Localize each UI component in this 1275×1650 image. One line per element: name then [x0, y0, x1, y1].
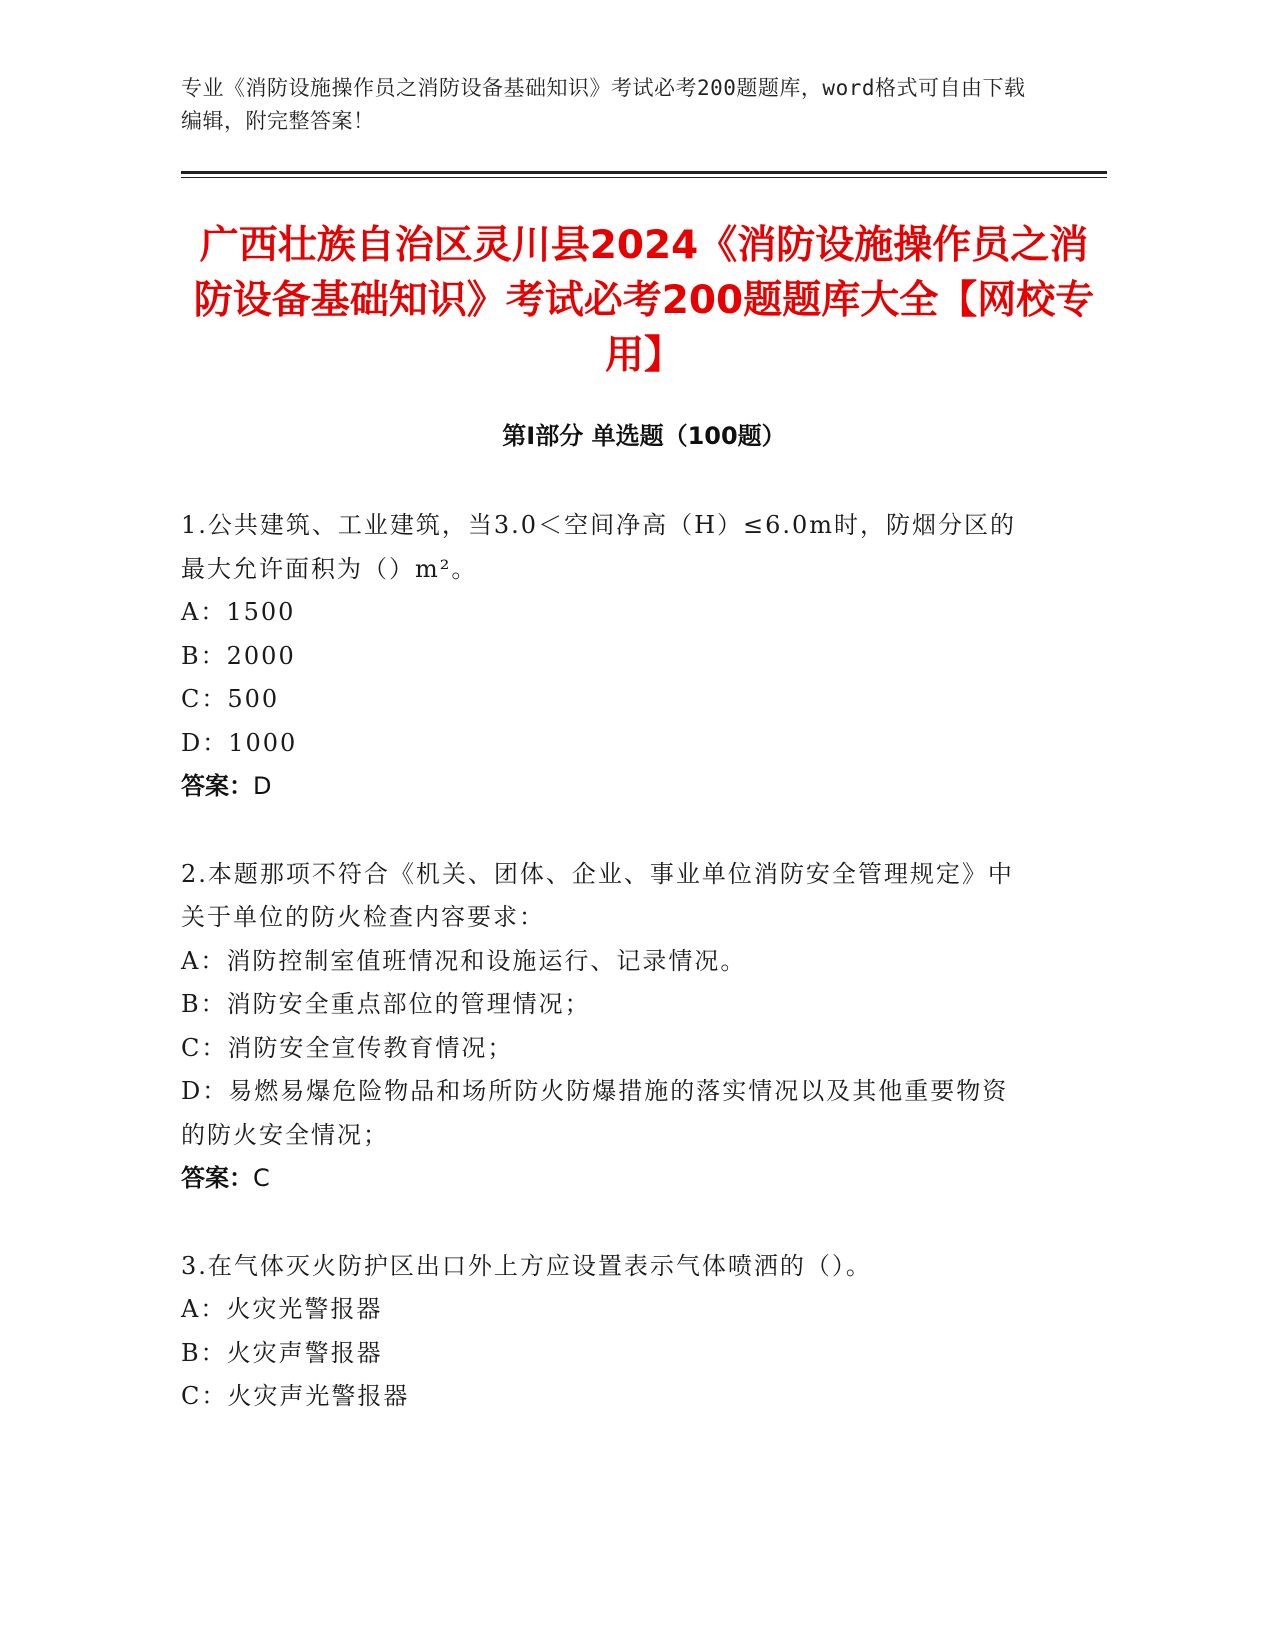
section-title: 第Ⅰ部分 单选题（100题）: [502, 422, 786, 450]
header-divider-thick: [181, 171, 1107, 174]
question-text: 2.本题那项不符合《机关、团体、企业、事业单位消防安全管理规定》中关于单位的防火检查内容要求：: [181, 859, 1014, 931]
answer-label: 答案：: [181, 772, 253, 800]
option-d: D：易燃易爆危险物品和场所防火防爆措施的落实情况以及其他重要物资的防火安全情况；: [181, 1077, 1009, 1149]
question-1: [181, 504, 1031, 809]
document-title: 广西壮族自治区灵川县2024《消防设施操作员之消防设备基础知识》考试必考200题题库大全【网校专用】: [193, 223, 1095, 378]
option-b: B：2000: [181, 641, 296, 670]
answer-label: 答案：: [181, 1164, 253, 1192]
option-d: D：1000: [181, 728, 298, 757]
question-text: 1.公共建筑、工业建筑，当3.0＜空间净高（H）≤6.0m时，防烟分区的最大允许面积为（）m²。: [181, 511, 1017, 583]
option-c: C：500: [181, 685, 280, 713]
header-note: 专业《消防设施操作员之消防设备基础知识》考试必考200题题库，word格式可自由下载编辑，附完整答案！: [181, 76, 1026, 133]
question-list: [181, 504, 1031, 1463]
option-a: A：消防控制室值班情况和设施运行、记录情况。: [181, 946, 747, 975]
option-c: C：消防安全宣传教育情况；: [181, 1033, 514, 1062]
option-a: A：火灾光警报器: [181, 1295, 383, 1323]
header-divider-thin: [181, 177, 1107, 178]
answer-line: [181, 1157, 1031, 1201]
option-b: B：火灾声警报器: [181, 1338, 383, 1367]
question-2: [181, 853, 1031, 1201]
question-3: [181, 1245, 1031, 1419]
answer-value: D: [253, 772, 272, 800]
option-a: A：1500: [181, 598, 296, 626]
option-b: B：消防安全重点部位的管理情况；: [181, 990, 591, 1018]
option-c: C：火灾声光警报器: [181, 1382, 410, 1410]
answer-value: C: [253, 1164, 270, 1192]
answer-line: [181, 765, 1031, 809]
question-text: 3.在气体灭火防护区出口外上方应设置表示气体喷洒的（）。: [181, 1251, 872, 1280]
